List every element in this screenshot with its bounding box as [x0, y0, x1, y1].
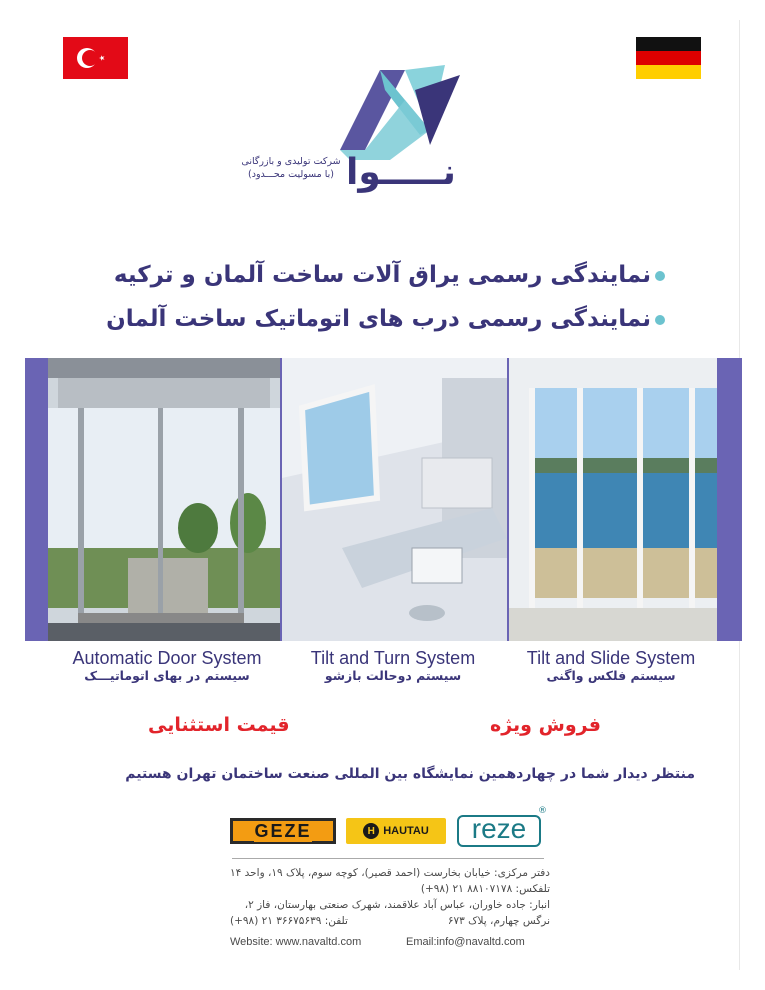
- hautau-mark-icon: H: [363, 823, 379, 839]
- company-name: نـــــوا: [346, 152, 456, 193]
- website-link[interactable]: Website: www.navaltd.com: [230, 936, 362, 948]
- automatic-door-photo: [48, 358, 280, 641]
- caption-tilt-turn: Tilt and Turn System سیستم دوحالت بازشو: [310, 648, 476, 683]
- office-fax: تلفکس: ۸۸۱۰۷۱۷۸ ۲۱ (۹۸+): [420, 883, 550, 895]
- geze-logo: GEZE: [230, 818, 336, 844]
- tilt-slide-photo: [509, 358, 717, 641]
- warehouse-address-2: نرگس چهارم، پلاک ۶۷۳: [447, 915, 550, 927]
- company-tagline: شرکت تولیدی و بازرگانی (با مسولیت محـــدود): [241, 156, 341, 180]
- caption-tilt-slide: Tilt and Slide System سیستم فلکس واگنی: [526, 648, 696, 683]
- exhibition-invite: منتظر دیدار شما در چهاردهمین نمایشگاه بین المللی صنعت ساختمان تهران هستیم: [125, 766, 695, 782]
- caption-automatic-door: Automatic Door System سیستم در بهای اتوماتیـــک: [72, 648, 262, 683]
- bullet-icon: [655, 315, 665, 325]
- germany-flag-icon: [636, 37, 701, 79]
- office-address: دفتر مرکزی: خیابان بخارست (احمد قصیر)، کوچه سوم، پلاک ۱۹، واحد ۱۴: [230, 867, 550, 879]
- email-link[interactable]: Email:info@navaltd.com: [406, 936, 525, 948]
- special-price-label: قیمت استثنایی: [148, 714, 290, 736]
- headline-2: نمایندگی رسمی درب های اتوماتیک ساخت آلمان: [106, 306, 665, 332]
- warehouse-phone: تلفن: ۳۶۶۷۵۶۳۹ ۲۱ (۹۸+): [230, 915, 348, 927]
- warehouse-address: انبار: جاده خاوران، عباس آباد علاقمند، شهرک صنعتی بهارستان، فاز ۲،: [244, 899, 550, 911]
- turkey-flag-icon: [63, 37, 128, 79]
- headline-1: نمایندگی رسمی یراق آلات ساخت آلمان و ترکیه: [114, 262, 665, 288]
- tilt-turn-photo: [282, 358, 507, 641]
- hautau-logo: H HAUTAU: [346, 818, 446, 844]
- reze-logo: reze: [457, 815, 541, 847]
- bullet-icon: [655, 271, 665, 281]
- special-sale-label: فروش ویژه: [490, 714, 601, 736]
- contact-divider: [232, 858, 544, 859]
- registered-mark: ®: [538, 806, 547, 816]
